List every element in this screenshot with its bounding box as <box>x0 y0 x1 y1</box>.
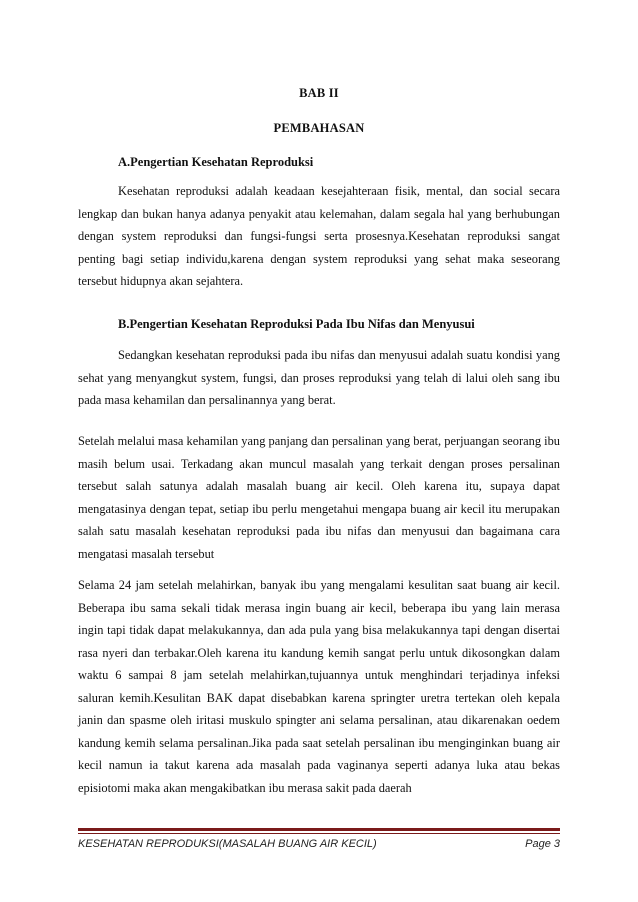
footer-rule-thick <box>78 828 560 831</box>
footer-document-title: KESEHATAN REPRODUKSI(MASALAH BUANG AIR KECIL) <box>78 838 377 850</box>
chapter-title: PEMBAHASAN <box>273 121 365 135</box>
section-a-paragraph: Kesehatan reproduksi adalah keadaan kesejahteraan fisik, mental, dan social secara lengkap dan bukan hanya adanya penyakit atau kelemahan, dalam segala hal yang berhubungan dengan system reproduksi dan fungsi-fungsi serta prosesnya.Kesehatan reproduksi sangat penting bagi setiap individu,karena dengan system reproduksi yang sehat maka seseorang tersebut hidupnya akan sejahtera. <box>78 184 560 288</box>
chapter-label: BAB II <box>299 86 339 100</box>
section-b-title: B.Pengertian Kesehatan Reproduksi Pada Ibu Nifas dan Menyusui <box>118 317 475 331</box>
section-b-paragraph-2: Setelah melalui masa kehamilan yang panjang dan persalinan yang berat, perjuangan seorang ibu masih belum usai. Terkadang akan muncul masalah yang terkait dengan proses persalinan tersebut salah satunya adalah masalah buang air kecil. Oleh karena itu, supaya dapat mengatasinya dengan tepat, setiap ibu perlu mengetahui mengapa buang air kecil itu merupakan salah satu masalah kesehatan reproduksi pada ibu nifas dan menyusui dan bagaimana cara mengatasi masalah tersebut <box>78 434 560 561</box>
section-b-paragraph-3: Selama 24 jam setelah melahirkan, banyak ibu yang mengalami kesulitan saat buang air kecil. Beberapa ibu sama sekali tidak merasa ingin buang air kecil, beberapa ibu yang lain merasa ingin tapi tidak dapat melakukannya, dan ada pula yang bisa melakukannya tapi dengan disertai rasa nyeri dan terbakar.Oleh karena itu kandung kemih sangat perlu untuk dikosongkan dalam waktu 6 sampai 8 jam setelah melahirkan,tujuannya untuk menghindari terjadinya infeksi saluran kemih.Kesulitan BAK dapat disebabkan karena springter uretra tertekan oleh kepala janin dan spasme oleh iritasi muskulo spingter ani selama persalinan, atau dikarenakan oedem kandung kemih selama persalinan.Jika pada saat setelah persalinan ibu menginginkan buang air kecil namun ia takut karena ada masalah pada vaginanya seperti adanya luka atau bekas episiotomi maka akan mengakibatkan ibu merasa sakit pada daerah <box>78 578 560 795</box>
footer-rule-thin <box>78 833 560 834</box>
section-b-paragraph-1: Sedangkan kesehatan reproduksi pada ibu nifas dan menyusui adalah suatu kondisi yang sehat yang menyangkut system, fungsi, dan proses reproduksi yang telah di lalui oleh sang ibu pada masa kehamilan dan persalinannya yang berat. <box>78 348 560 407</box>
section-a-title: A.Pengertian Kesehatan Reproduksi <box>118 155 314 169</box>
footer-page-number: Page 3 <box>525 838 560 850</box>
